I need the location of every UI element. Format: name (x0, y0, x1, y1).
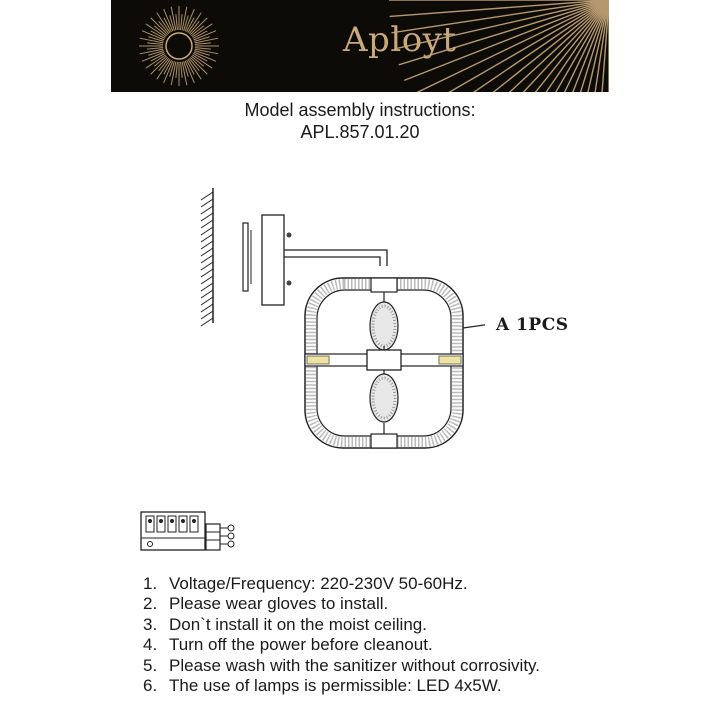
item-text: Voltage/Frequency: 220-230V 50-60Hz. (169, 574, 468, 593)
terminal-block-diagram (140, 510, 240, 555)
list-item (143, 635, 540, 655)
list-item (143, 676, 540, 696)
list-item (143, 594, 540, 614)
list-item (143, 574, 540, 594)
item-text: Please wear gloves to install. (169, 594, 389, 614)
brand-logo-text: Aployt (343, 20, 457, 60)
item-number: 6. (143, 676, 158, 696)
document-title: Model assembly instructions: (244, 100, 476, 120)
lamp-assembly-diagram (195, 188, 485, 468)
item-number: 2. (143, 594, 158, 614)
item-text: Don`t install it on the moist ceiling. (169, 614, 427, 634)
list-item (143, 615, 540, 635)
item-text: Turn off the power before cleanout. (169, 635, 433, 655)
model-number: APL.857.01.20 (300, 122, 420, 142)
instruction-list (143, 574, 540, 696)
item-text: The use of lamps is permissible: LED 4x5W. (169, 676, 502, 696)
item-text: Please wash with the sanitizer without corrosivity. (169, 655, 541, 675)
item-number: 3. (143, 614, 158, 634)
list-item (143, 656, 540, 676)
item-number: 1. (143, 574, 158, 593)
item-number: 5. (143, 655, 158, 675)
brand-banner (111, 0, 609, 92)
item-number: 4. (143, 635, 158, 655)
part-a-label: A 1PCS (496, 315, 569, 335)
